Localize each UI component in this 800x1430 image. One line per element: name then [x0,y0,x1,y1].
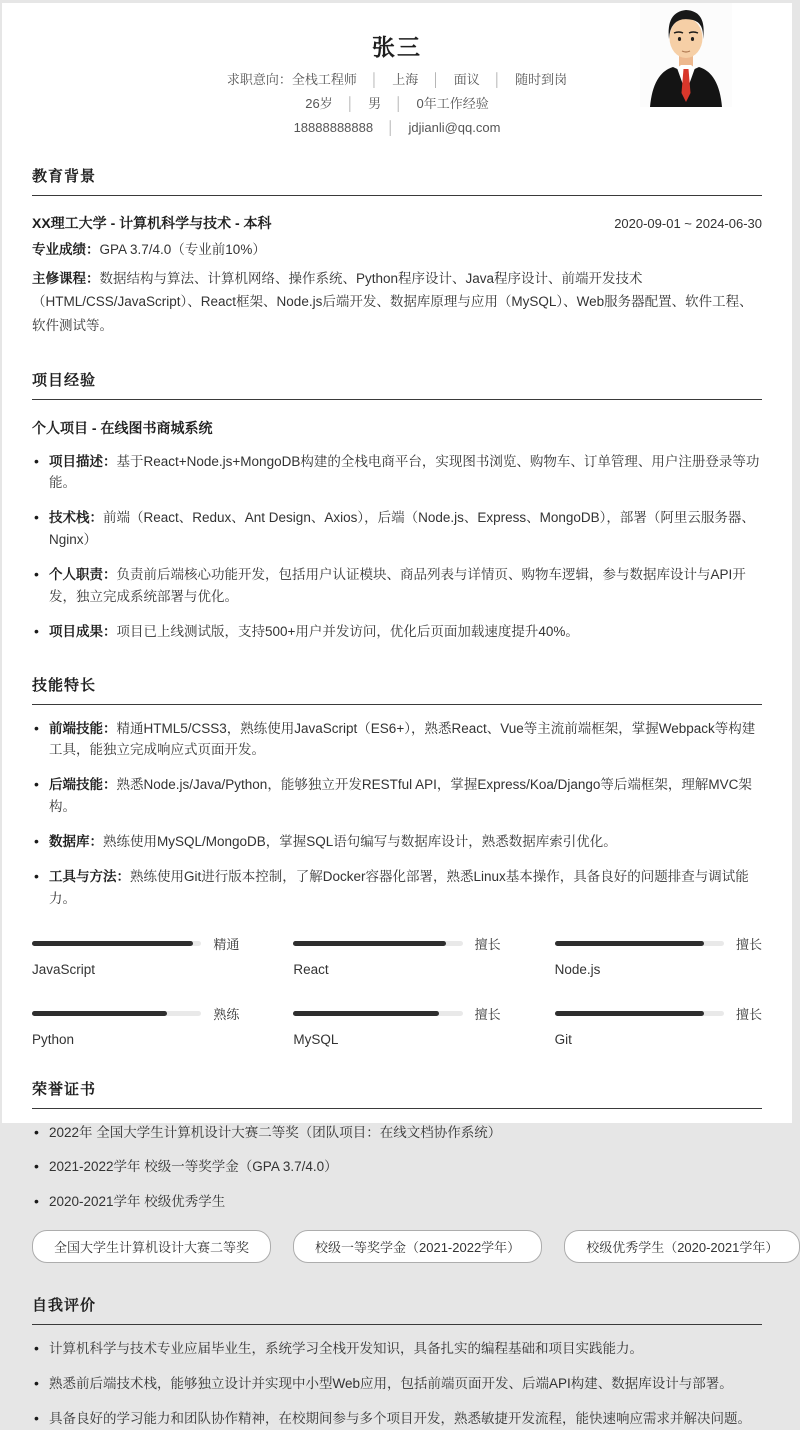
section-title-self-evaluation: 自我评价 [32,1294,762,1325]
section-honors [32,1078,779,1264]
separator-bar: │ [431,72,441,87]
job-intent-city: 上海 [392,72,419,87]
age-text: 26岁 [305,96,333,111]
honor-badge: 校级一等奖学金（2021-2022学年） [293,1230,542,1263]
resume-header [32,3,762,134]
contact-line [32,121,762,134]
skill-level-label: 擅长 [735,1006,762,1022]
list-item: • 熟悉前后端技术栈，能够独立设计并实现中小型Web应用，包括前端页面开发、后端API构建、数据库设计与部署。 [32,1373,762,1395]
bullet-label: 数据库： [49,833,103,849]
skill-bar-track [293,941,462,946]
separator-bar: │ [386,120,395,135]
evaluation-bullet-list [32,1338,762,1430]
skill-bar-nodejs [555,934,762,977]
separator-bar: │ [346,96,355,111]
skill-bar-fill [555,941,704,946]
gender-text: 男 [368,96,382,111]
list-item [32,564,762,608]
list-item: • 具备良好的学习能力和团队协作精神，在校期间参与多个项目开发，熟悉敏捷开发流程，能快速响应需求并解决问题。 [32,1408,762,1430]
skill-bar-javascript [32,934,239,977]
skill-bar-track [555,1011,724,1016]
skill-name: React [293,961,329,977]
section-self-evaluation [32,1294,762,1430]
job-intent-availability: 随时到岗 [515,72,568,87]
skill-level-label: 精通 [213,936,240,952]
skill-bars-grid [32,934,762,1047]
list-item [32,718,762,762]
bullet-label: 前端技能： [49,720,117,736]
list-item [32,774,762,818]
section-title-honors: 荣誉证书 [32,1078,762,1109]
bullet-text: 精通HTML5/CSS3，熟练使用JavaScript（ES6+），熟悉React、Vue等主流前端框架，掌握Webpack等构建工具，能独立完成响应式页面开发。 [49,720,756,758]
list-item: • 2022年 全国大学生计算机设计大赛二等奖（团队项目：在线文档协作系统） [32,1122,762,1144]
honor-badge: 校级优秀学生（2020-2021学年） [564,1230,800,1263]
skill-bar-fill [32,1011,167,1016]
cartoon-portrait-graphic [640,3,732,107]
section-projects [32,369,762,643]
phone-number: 18888888888 [293,120,374,135]
separator-bar: │ [394,96,403,111]
section-title-education: 教育背景 [32,165,762,196]
skill-name: Node.js [554,961,601,977]
skill-bar-mysql [293,1004,500,1047]
honor-badge: 全国大学生计算机设计大赛二等奖 [32,1230,271,1263]
skill-name: Git [554,1031,572,1047]
bullet-text: 负责前后端核心功能开发，包括用户认证模块、商品列表与详情页、购物车逻辑，参与数据库设计与API开发，独立完成系统部署与优化。 [49,566,746,604]
list-item [32,831,762,853]
job-intent-label: 求职意向： [226,72,292,87]
skill-name: JavaScript [32,961,96,977]
school-degree-text: XX理工大学 - 计算机科学与技术 - 本科 [32,215,272,231]
bullet-label: 后端技能： [49,777,117,793]
gpa-line [32,238,762,262]
section-skills [32,674,762,1047]
skill-level-label: 擅长 [474,1006,501,1022]
education-date-range: 2020-09-01 ~ 2024-06-30 [614,216,762,231]
bullet-label: 项目成果： [49,623,117,639]
skill-bar-fill [32,941,193,946]
bullet-text: 熟悉Node.js/Java/Python，能够独立开发RESTful API，掌握Express/Koa/Django等后端框架，理解MVC架构。 [49,777,752,815]
section-title-skills: 技能特长 [32,674,762,705]
gpa-label: 专业成绩： [32,242,100,257]
skill-name: Python [32,1031,75,1047]
courses-line [32,267,762,338]
honor-badges-row [32,1230,779,1263]
section-education [32,165,762,338]
list-item [32,621,762,643]
skill-bar-git [555,1004,762,1047]
bullet-text: 项目已上线测试版，支持500+用户并发访问，优化后页面加载速度提升40%。 [116,623,579,639]
bullet-text: 前端（React、Redux、Ant Design、Axios），后端（Node.js、Express、MongoDB），部署（阿里云服务器、Nginx） [49,510,755,548]
courses-label: 主修课程： [32,270,100,286]
list-item [32,451,762,495]
project-bullet-list [32,451,762,643]
skill-level-label: 熟练 [213,1006,240,1022]
skill-bar-fill [293,941,445,946]
separator-bar: │ [370,72,379,87]
skill-bar-track [293,1011,462,1016]
skill-bar-track [32,941,201,946]
bullet-label: 工具与方法： [49,868,130,884]
list-item [32,866,762,910]
list-item: • 计算机科学与技术专业应届毕业生，系统学习全栈开发知识，具备扎实的编程基础和项目实践能力。 [32,1338,762,1360]
bullet-label: 项目描述： [49,453,117,469]
job-intent-salary: 面议 [453,72,480,87]
separator-bar: │ [493,72,502,87]
job-intent-position: 全栈工程师 [291,72,357,87]
bullet-text: 熟练使用MySQL/MongoDB，掌握SQL语句编写与数据库设计，熟悉数据库索引优化。 [103,833,617,849]
list-item [32,507,762,551]
gpa-value: GPA 3.7/4.0（专业前10%） [99,242,266,257]
project-name: 个人项目 - 在线图书商城系统 [32,419,213,436]
education-entry-header [32,213,762,233]
skill-bar-track [555,941,724,946]
bullet-label: 技术栈： [49,510,103,526]
bullet-text: 基于React+Node.js+MongoDB构建的全栈电商平台，实现图书浏览、购物车、订单管理、用户注册登录等功能。 [49,453,760,491]
experience-text: 0年工作经验 [416,96,489,111]
profile-photo [640,3,732,107]
section-title-projects: 项目经验 [32,369,762,400]
skill-name: MySQL [293,1031,339,1047]
skill-level-label: 擅长 [735,936,762,952]
skill-bar-fill [293,1011,439,1016]
courses-value: 数据结构与算法、计算机网络、操作系统、Python程序设计、Java程序设计、前端开发技术（HTML/CSS/JavaScript）、React框架、Node.js后端开发、数据库原理与应用（MySQL）、Web服务器配置、软件工程、软件测试等。 [32,270,753,333]
candidate-name: 张三 [372,34,422,60]
skill-bar-react [293,934,500,977]
skills-bullet-list [32,718,762,910]
list-item: • 2021-2022学年 校级一等奖学金（GPA 3.7/4.0） [32,1156,762,1178]
skill-bar-fill [555,1011,704,1016]
skill-bar-python [32,1004,239,1047]
resume-page [2,3,792,1426]
skill-bar-track [32,1011,201,1016]
list-item: • 2020-2021学年 校级优秀学生 [32,1191,762,1213]
bullet-label: 个人职责： [49,566,117,582]
skill-level-label: 擅长 [474,936,501,952]
honors-bullet-list [32,1122,762,1214]
email-address: jdjianli@qq.com [408,120,501,135]
bullet-text: 熟练使用Git进行版本控制，了解Docker容器化部署，熟悉Linux基本操作，具备良好的问题排查与调试能力。 [49,868,749,906]
